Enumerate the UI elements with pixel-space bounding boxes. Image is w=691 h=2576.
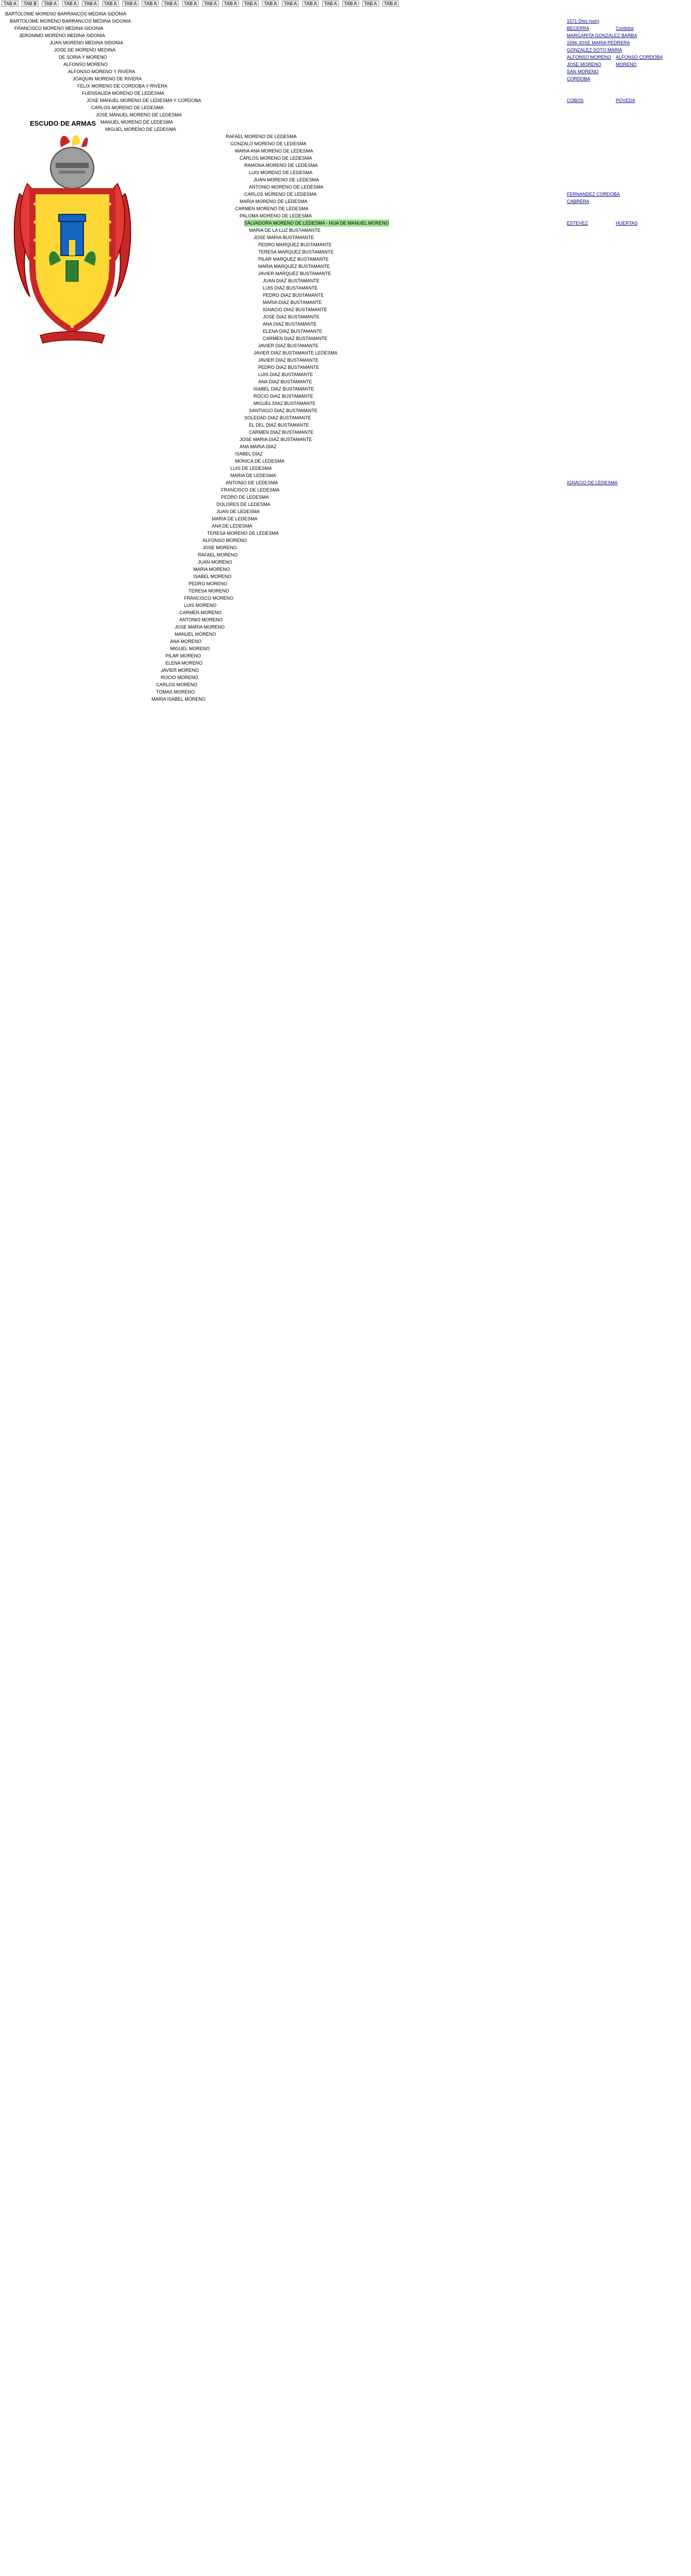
person-name[interactable]: JUAN DE LEDESMA [216,509,260,514]
person-name[interactable]: JOSE MORENO [203,545,237,550]
tree-row [0,90,691,97]
tree-row [0,169,691,176]
person-name[interactable]: ISABEL DIAZ [235,451,263,456]
nav-tab[interactable]: TAB A [242,1,259,7]
nav-tab[interactable]: TAB A [162,1,179,7]
tree-row [0,667,691,674]
person-name[interactable]: MIGUEL DIAZ BUSTAMANTE [254,401,316,406]
person-name[interactable]: ISABEL MORENO [193,574,232,579]
tree-row [0,176,691,183]
tree-row [0,126,691,133]
person-name[interactable]: CARMEN DIAZ BUSTAMANTE [249,430,314,435]
person-name[interactable]: CARLOS MORENO DE LEDESMA [91,105,164,110]
person-name[interactable]: MANUEL MORENO DE LEDESMA [100,120,173,125]
nav-tab[interactable]: TAB A [2,1,19,7]
nav-tab[interactable]: TAB A [382,1,399,7]
person-name[interactable]: DOLORES DE LEDESMA [216,502,271,507]
person-name[interactable]: JOSE DE MORENO MEDINA [54,47,116,53]
person-name[interactable]: ANTONIO MORENO DE LEDESMA [249,184,324,190]
tree-row [0,652,691,659]
tree-row [0,696,691,703]
tree-row [0,25,691,32]
person-name[interactable]: JUAN DIAZ BUSTAMANTE [263,278,319,283]
person-name[interactable]: PEDRO MARQUEZ BUSTAMANTE [258,242,332,247]
nav-tab[interactable]: TAB A [222,1,239,7]
tree-row [0,349,691,357]
tree-row [0,544,691,551]
spouse-link[interactable]: 1596 JOSE MARIA PEDRERA [567,40,630,45]
tree-row [0,443,691,450]
tree-row [0,292,691,299]
tree-row [0,414,691,421]
nav-tab[interactable]: TAB A [42,1,59,7]
person-name[interactable]: MARIA MORENO [193,567,230,572]
tree-row [0,118,691,126]
genealogy-tree [0,10,691,703]
tree-row [0,46,691,54]
person-name[interactable]: EL DEL DIAZ BUSTAMANTE [249,422,309,428]
tree-row [0,198,691,205]
person-name[interactable]: JOSE MARIA BUSTAMANTE [254,235,314,240]
person-name[interactable]: PEDRO DIAZ BUSTAMANTE [258,365,319,370]
tree-row [0,241,691,248]
tree-row [0,580,691,587]
spouse-link[interactable]: GONZALEZ SOTO MARIA [567,47,622,53]
tree-row [0,256,691,263]
nav-tab[interactable]: TAB A [142,1,159,7]
spouse-link[interactable]: MARGARITA GONZALEZ BARBA [567,33,637,38]
person-name[interactable]: CARLOS MORENO DE LEDESMA [244,192,317,197]
person-name[interactable]: PEDRO MORENO [189,581,228,586]
nav-tab[interactable]: TAB A [302,1,319,7]
person-name[interactable]: BARTOLOME MORENO BARRANCOS MEDINA SIDONIA [10,19,131,24]
person-name[interactable]: MARIA DE LEDESMA [212,516,258,521]
person-name[interactable]: TERESA MORENO DE LEDESMA [207,531,279,536]
person-name[interactable]: ROCIO DIAZ BUSTAMANTE [254,394,313,399]
person-name[interactable]: CARLOS MORENO DE LEDESMA [240,156,312,161]
tree-row [0,97,691,104]
tree-row [0,602,691,609]
tree-row [0,299,691,306]
tree-row [0,335,691,342]
tree-row [0,133,691,140]
nav-tab[interactable]: TAB A [82,1,99,7]
coat-of-arms-title: ESCUDO DE ARMAS [30,120,96,127]
tree-row [0,465,691,472]
tree-row [0,450,691,457]
tree-row [0,263,691,270]
tree-row [0,674,691,681]
nav-tab[interactable]: TAB A [362,1,379,7]
person-name[interactable]: CARMEN MORENO [179,610,222,615]
tree-row [0,234,691,241]
person-name[interactable]: JAVIER MARQUEZ BUSTAMANTE [258,271,331,276]
person-name[interactable]: FUENSALIDA MORENO DE LEDESMA [82,91,164,96]
tree-row [0,54,691,61]
person-name[interactable]: MARIA MARQUEZ BUSTAMANTE [258,264,330,269]
tree-row [0,659,691,667]
tree-row [0,681,691,688]
spouse-link[interactable]: ESTEVEZ [567,221,588,226]
tree-row [0,494,691,501]
tree-row [0,68,691,75]
tree-row [0,371,691,378]
spouse-link[interactable]: FERNANDEZ CORDOBA [567,192,620,197]
person-name[interactable]: IGNACIO DIAZ BUSTAMANTE [263,307,327,312]
nav-tab[interactable]: TAB A [262,1,279,7]
person-name[interactable]: RAFAEL MORENO [198,552,238,557]
spouse-link[interactable]: CABRERA [567,199,589,204]
spouse-link[interactable]: IGNACIO DE LEDESMA [567,480,618,485]
tree-row [0,515,691,522]
person-name[interactable]: JOSE MARIA DIAZ BUSTAMANTE [240,437,312,442]
tree-row [0,537,691,544]
tree-row [0,320,691,328]
person-name[interactable]: ALFONSO MORENO [203,538,247,543]
person-name[interactable]: DE SORIA Y MORENO [59,55,107,60]
person-name[interactable]: RAMONA MORENO DE LEDESMA [244,163,318,168]
spouse-link-secondary[interactable]: MORENO [616,62,637,67]
tree-row [0,248,691,256]
nav-tab[interactable]: TAB B [22,1,39,7]
tree-row [0,227,691,234]
tree-row [0,595,691,602]
tree-row [0,313,691,320]
tree-row [0,306,691,313]
spouse-link-secondary[interactable]: POVEDA [616,98,635,103]
person-name[interactable]: FELIX MORENO DE CORDOBA Y RIVERA [77,83,167,89]
spouse-link[interactable]: ALFONSO MORENO [567,55,612,60]
tree-row [0,421,691,429]
tree-row [0,191,691,198]
nav-tab[interactable]: TAB A [102,1,119,7]
tree-row [0,479,691,486]
person-name[interactable]: CARLOS MORENO [156,682,198,687]
person-name[interactable]: JAVIER DIAZ BUSTAMANTE [258,358,319,363]
tree-row [0,32,691,39]
spouse-link-secondary[interactable]: ALFONSO CORDOBA [616,55,663,60]
tree-row [0,558,691,566]
person-name[interactable]: MARIA ISABEL MORENO [151,697,206,702]
tree-row [0,645,691,652]
person-name[interactable]: SALVADORA MORENO DE LEDESMA - HIJA DE MANUEL MORENO [244,221,389,226]
person-name[interactable]: CARMEN MORENO DE LEDESMA [235,206,309,211]
person-name[interactable]: ANA DIAZ BUSTAMANTE [263,321,317,327]
tree-row [0,573,691,580]
person-name[interactable]: CARMEN DIAZ BUSTAMANTE [263,336,328,341]
person-name[interactable]: JOAQUIN MORENO DE RIVERA [73,76,142,81]
person-name[interactable]: LUIS MORENO DE LEDESMA [249,170,313,175]
person-name[interactable]: MARIA DE LEDESMA [230,473,276,478]
person-name[interactable]: MANUEL MORENO [175,632,216,637]
tree-row [0,18,691,25]
tree-row [0,508,691,515]
tree-row [0,219,691,227]
tree-row [0,486,691,494]
nav-tab[interactable]: TAB A [322,1,339,7]
person-name[interactable]: ANA DIAZ BUSTAMANTE [258,379,312,384]
nav-tab[interactable]: TAB A [62,1,79,7]
person-name[interactable]: FRANCISCO MORENO [184,596,234,601]
tree-row [0,385,691,393]
tree-row [0,155,691,162]
person-name[interactable]: ANA MARIA DIAZ [240,444,277,449]
tree-row [0,10,691,18]
tree-row [0,82,691,90]
person-name[interactable]: PILAR MARQUEZ BUSTAMANTE [258,257,329,262]
person-name[interactable]: LUIS DIAZ BUSTAMANTE [263,285,318,291]
tree-row [0,147,691,155]
person-name[interactable]: MONICA DE LEDESMA [235,459,285,464]
tree-row [0,342,691,349]
tree-row [0,378,691,385]
person-name[interactable]: LUIS MORENO [184,603,217,608]
tree-row [0,616,691,623]
tree-row [0,551,691,558]
person-name[interactable]: PEDRO DE LEDESMA [221,495,269,500]
person-name[interactable]: FRANCISCO DE LEDESMA [221,487,280,493]
tree-row [0,623,691,631]
spouse-link[interactable]: BECERRA [567,26,589,31]
tree-row [0,688,691,696]
tree-row [0,270,691,277]
person-name[interactable]: JAVIER MORENO [161,668,199,673]
person-name[interactable]: MARIA MORENO DE LEDESMA [240,199,308,204]
tree-row [0,183,691,191]
person-name[interactable]: ISABEL DIAZ BUSTAMANTE [254,386,314,392]
person-name[interactable]: JOSE MANUEL MORENO DE LEDESMA [96,112,182,117]
person-name[interactable]: MIGUEL MORENO DE LEDESMA [105,127,176,132]
person-name[interactable]: JOSE DIAZ BUSTAMANTE [263,314,319,319]
person-name[interactable]: ALFONSO MORENO Y RIVERA [68,69,136,74]
tree-row [0,587,691,595]
tree-row [0,357,691,364]
nav-tab[interactable]: TAB A [342,1,359,7]
top-nav-bar [0,0,691,7]
tree-row [0,457,691,465]
tree-row [0,277,691,284]
person-name[interactable]: JOSE MARIA MORENO [175,624,225,630]
tree-row [0,407,691,414]
person-name[interactable]: ANTONIO DE LEDESMA [226,480,278,485]
person-name[interactable]: LUIS DE LEDESMA [230,466,272,471]
person-name[interactable]: BARTOLOME MORENO BARRANCOS MEDINA SIDONIA [5,11,127,16]
person-name[interactable]: JERONIMO MORENO MEDINA SIDONIA [19,33,106,38]
person-name[interactable]: JAVIER DIAZ BUSTAMANTE LEDESMA [254,350,338,355]
nav-tab[interactable]: TAB A [182,1,199,7]
person-name[interactable]: ELENA DIAZ BUSTAMANTE [263,329,323,334]
tree-row [0,631,691,638]
person-name[interactable]: MARIA DIAZ BUSTAMANTE [263,300,322,305]
person-name[interactable]: JOSE MANUEL MORENO DE LEDESMA Y CORDOBA [87,98,201,103]
person-name[interactable]: SOLEDAD DIAZ BUSTAMANTE [244,415,311,420]
tree-row [0,530,691,537]
tree-row [0,429,691,436]
nav-tab[interactable]: TAB A [202,1,219,7]
person-name[interactable]: RAFAEL MORENO DE LEDESMA [226,134,297,139]
person-name[interactable]: SANTIAGO DIAZ BUSTAMANTE [249,408,317,413]
tree-row [0,61,691,68]
person-name[interactable]: TOMAS MORENO [156,689,195,694]
person-name[interactable]: GONZALO MORENO DE LEDESMA [230,141,307,146]
person-name[interactable]: MARIA DE LA LUZ BUSTAMANTE [249,228,321,233]
person-name[interactable]: MIGUEL MORENO [170,646,210,651]
person-name[interactable]: PILAR MORENO [165,653,201,658]
person-name[interactable]: TERESA MARQUEZ BUSTAMANTE [258,249,334,255]
spouse-link[interactable]: CORDOBA [567,76,591,81]
tree-row [0,638,691,645]
spouse-link-secondary[interactable]: HUERTAS [616,221,638,226]
tree-row [0,501,691,508]
person-name[interactable]: ANA MORENO [170,639,202,644]
spouse-link[interactable]: COBOS [567,98,584,103]
tree-row [0,436,691,443]
person-name[interactable]: ANTONIO MORENO [179,617,223,622]
tree-row [0,609,691,616]
tree-row [0,205,691,212]
tree-row [0,400,691,407]
person-name[interactable]: PEDRO DIAZ BUSTAMANTE [263,293,324,298]
spouse-link[interactable]: SAN MORENO [567,69,599,74]
tree-row [0,104,691,111]
tree-row [0,162,691,169]
nav-tab[interactable]: TAB A [122,1,139,7]
person-name[interactable]: ANA DE LEDESMA [212,523,252,529]
person-name[interactable]: MARIA ANA MORENO DE LEDESMA [235,148,313,154]
tree-row [0,472,691,479]
person-name[interactable]: ALFONSO MORENO [63,62,108,67]
spouse-link[interactable]: 1571 Diss (son) [567,19,600,24]
tree-row [0,522,691,530]
person-name[interactable]: ROCIO MORENO [161,675,198,680]
tree-row [0,566,691,573]
person-name[interactable]: JAVIER DIAZ BUSTAMANTE [258,343,319,348]
tree-row [0,212,691,219]
tree-row [0,39,691,46]
tree-row [0,140,691,147]
tree-row [0,364,691,371]
person-name[interactable]: TERESA MORENO [189,588,229,594]
person-name[interactable]: JUAN MORENO DE LEDESMA [254,177,319,182]
tree-row [0,111,691,118]
person-name[interactable]: JUAN MORENO [198,560,232,565]
spouse-link-secondary[interactable]: Cordoba [616,26,634,31]
person-name[interactable]: FRANCISCO MORENO MEDINA SIDONIA [14,26,104,31]
nav-tab[interactable]: TAB A [282,1,299,7]
person-name[interactable]: JUAN MORENO MEDINA SIDONIA [49,40,124,45]
tree-row [0,284,691,292]
person-name[interactable]: LUIS DIAZ BUSTAMANTE [258,372,313,377]
person-name[interactable]: ELENA MORENO [165,660,203,666]
person-name[interactable]: PALOMA MORENO DE LEDESMA [240,213,312,218]
tree-row [0,393,691,400]
tree-row [0,75,691,82]
spouse-link[interactable]: JOSE MORENO [567,62,601,67]
tree-row [0,328,691,335]
